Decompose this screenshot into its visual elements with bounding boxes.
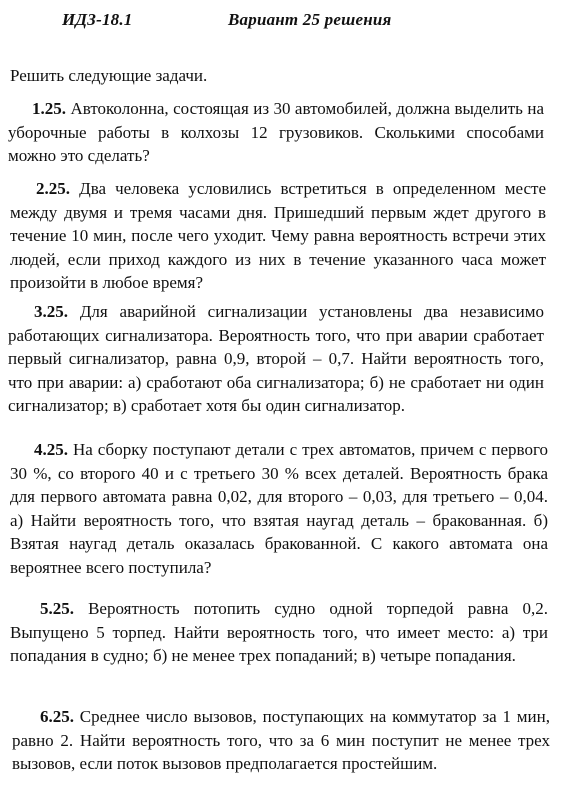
task-6 xyxy=(12,705,550,776)
variant-title: Вариант 25 решения xyxy=(228,10,392,29)
task-text: Автоколонна, состоящая из 30 автомобилей, должна выделить на уборочные работы в колхозы 12 грузовиков. Сколькими способами можно это сделать? xyxy=(8,99,545,165)
intro-text: Решить следующие задачи. xyxy=(10,66,208,85)
assignment-code: ИДЗ-18.1 xyxy=(62,10,133,29)
task-number: 2.25. xyxy=(36,179,70,198)
task-text: Два человека условились встретиться в определенном месте между двумя и тремя часами дня. Пришедший первым ждет другого в течение 10 мин, после чего уходит. Чему равна вероятность встречи этих людей, если приход каждого из них в течение указанного часа может произойти в любое время? xyxy=(10,179,546,292)
page-header xyxy=(62,10,578,34)
task-number: 1.25. xyxy=(32,99,66,118)
task-5 xyxy=(10,597,548,668)
task-2 xyxy=(10,177,546,295)
task-number: 3.25. xyxy=(34,302,68,321)
task-4 xyxy=(10,438,548,579)
task-text: Вероятность потопить судно одной торпедой равна 0,2. Выпущено 5 торпед. Найти вероятность того, что имеет место: а) три попадания в судно; б) не менее трех попаданий; в) четыре попадания. xyxy=(10,599,548,665)
task-1 xyxy=(8,97,544,168)
task-text: Среднее число вызовов, поступающих на коммутатор за 1 мин, равно 2. Найти вероятность того, что за 6 мин поступит не менее трех вызовов, если поток вызовов предполагается простейшим. xyxy=(12,707,551,773)
task-number: 6.25. xyxy=(40,707,74,726)
task-number: 5.25. xyxy=(40,599,74,618)
task-text: На сборку поступают детали с трех автоматов, причем с первого 30 %, со второго 40 и с третьего 30 % всех деталей. Вероятность брака для первого автомата равна 0,02, для второго – 0,03, для третьего – 0,04. а) Найти вероятность того, что взятая наугад деталь – бракованная. б) Взятая наугад деталь оказалась бракованной. С какого автомата она вероятнее всего поступила? xyxy=(10,440,549,577)
task-3 xyxy=(8,300,544,418)
task-number: 4.25. xyxy=(34,440,68,459)
task-text: Для аварийной сигнализации установлены два независимо работающих сигнализатора. Вероятность того, что при аварии сработает первый сигнализатор, равна 0,9, второй – 0,7. Найти вероятность того, что при аварии: а) сработают оба сигнализатора; б) не сработает ни один сигнализатор; в) сработает хотя бы один сигнализатор. xyxy=(8,302,544,415)
